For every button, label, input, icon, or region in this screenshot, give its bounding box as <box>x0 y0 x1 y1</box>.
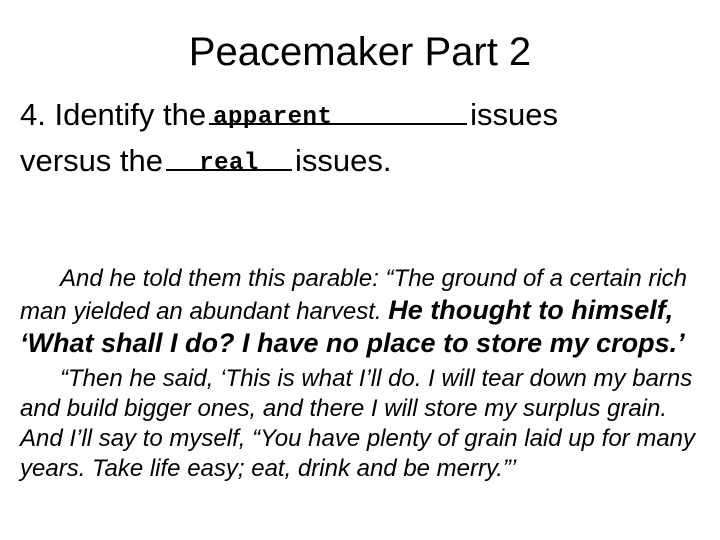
answer-blank-apparent <box>209 97 467 131</box>
passage-paragraph-2 <box>20 364 710 484</box>
question-line-1 <box>20 92 710 138</box>
answer-apparent: apparent <box>213 104 333 131</box>
answer-blank-real <box>166 143 292 177</box>
answer-real: real <box>199 150 259 177</box>
scripture-passage <box>20 264 710 484</box>
passage-emphasis-text: He thought to himself, ‘What shall I do? I have no place to store my crops.’ <box>20 295 685 358</box>
question-text-part2: issues <box>470 97 558 132</box>
passage-intro-text: And he told them this parable: “The ground of a certain rich man yielded an abundant harvest. <box>20 265 688 325</box>
passage-continuation-text: “Then he said, ‘This is what I’ll do. I will tear down my barns and build bigger ones, and there I will store my surplus grain. And I’ll say to myself, “You have plenty of grain laid up for many years. Take life easy; eat, drink and be merry.”’ <box>20 365 696 482</box>
question-text-part4: issues. <box>295 143 392 178</box>
question-text-part1: 4. Identify the <box>20 97 207 132</box>
question-line-2 <box>20 138 710 184</box>
passage-paragraph-1 <box>20 264 710 360</box>
question-text-part3: versus the <box>20 143 164 178</box>
slide-title: Peacemaker Part 2 <box>188 30 532 74</box>
question <box>20 92 710 184</box>
